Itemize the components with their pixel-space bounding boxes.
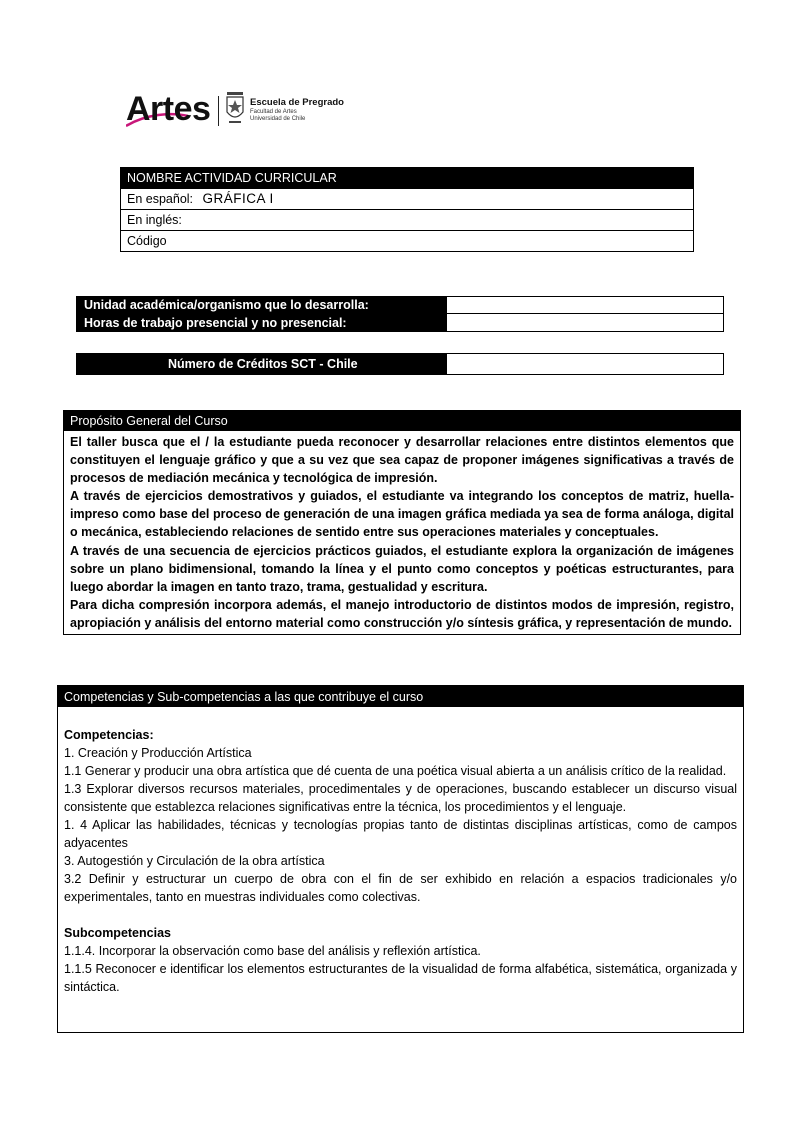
competency-item: 1. 4 Aplicar las habilidades, técnicas y tecnologías propias tanto de distintas disciplinas artísticas, como de campos adyacentes — [64, 818, 737, 850]
competencies-body — [58, 707, 743, 996]
course-purpose-section — [63, 410, 741, 635]
subcompetency-item: 1.1.4. Incorporar la observación como base del análisis y reflexión artística. — [64, 944, 481, 958]
competency-item: 3. Autogestión y Circulación de la obra artística — [64, 854, 325, 868]
logo-faculty-name: Facultad de Artes — [250, 108, 297, 115]
credits-value-cell — [447, 353, 724, 375]
logo-text — [250, 98, 344, 122]
purpose-paragraph: Para dicha compresión incorpora además, el manejo introductorio de distintos modos de impresión, registro, apropiación y análisis del entorno material como construcción y/o síntesis gráfica, y representación de mundo. — [70, 597, 734, 630]
activity-name-header: NOMBRE ACTIVIDAD CURRICULAR — [121, 168, 693, 188]
purpose-paragraph: A través de una secuencia de ejercicios prácticos guiados, el estudiante explora la organización de imágenes sobre un plano bidimensional, tomando la línea y el punto como conceptos y poéticas estructurantes, para luego abordar la imagen en tanto trazo, trama, gestualidad y escritura. — [70, 543, 734, 594]
activity-name-table — [120, 167, 694, 252]
english-name-label: En inglés: — [127, 213, 182, 227]
competency-item: 1.1 Generar y producir una obra artística que dé cuenta de una poética visual abierta a un análisis crítico de la realidad. — [64, 764, 727, 778]
logo-wordmark: Artes — [126, 90, 211, 128]
spanish-name-label: En español: — [127, 192, 194, 206]
hours-row — [76, 314, 724, 332]
unit-row — [76, 296, 724, 314]
purpose-paragraph: El taller busca que el / la estudiante pueda reconocer y desarrollar relaciones entre distintos elementos que constituyen el lenguaje gráfico y que a su vez que sea capaz de proponer imágenes significativas a través de procesos de mediación mecánica y tecnológica de impresión. — [70, 435, 734, 486]
faculty-logo — [126, 88, 386, 134]
unit-value-cell — [447, 296, 724, 314]
unit-label: Unidad académica/organismo que lo desarrolla: — [76, 296, 447, 314]
competency-item: 3.2 Definir y estructurar un cuerpo de obra con el fin de ser exhibido en relación a espacios tradicionales y/o experimentales, tanto en muestras individuales como colectivas. — [64, 872, 737, 904]
credits-label: Número de Créditos SCT - Chile — [76, 353, 447, 375]
competency-item: 1. Creación y Producción Artística — [64, 746, 252, 760]
subcompetency-item: 1.1.5 Reconocer e identificar los elementos estructurantes de la visualidad de forma alfabética, sistemática, organizada y sintáctica. — [64, 962, 737, 994]
university-crest-icon — [224, 90, 246, 128]
subcompetencies-title: Subcompetencias — [64, 926, 171, 940]
section-spacer — [64, 906, 737, 924]
unit-hours-table — [76, 296, 724, 332]
course-purpose-body — [64, 431, 740, 634]
competencies-header: Competencias y Sub-competencias a las que contribuye el curso — [58, 686, 743, 707]
course-purpose-header: Propósito General del Curso — [64, 411, 740, 431]
credits-row — [76, 353, 724, 375]
purpose-paragraph: A través de ejercicios demostrativos y guiados, el estudiante va integrando los conceptos de matriz, huella-impreso como base del proceso de generación de una imagen gráfica mediada ya sea de forma análoga, digital o mecánica, estableciendo relaciones de sentido entre sus operaciones materiales y conceptuales. — [70, 489, 734, 540]
competencies-section — [57, 685, 744, 1033]
english-name-row — [121, 209, 693, 230]
code-label: Código — [127, 234, 167, 248]
hours-value-cell — [447, 314, 724, 332]
code-row — [121, 230, 693, 251]
logo-divider — [218, 96, 219, 126]
logo-school-name: Escuela de Pregrado — [250, 97, 344, 108]
competencies-title: Competencias: — [64, 728, 154, 742]
hours-label: Horas de trabajo presencial y no presencial: — [76, 314, 447, 332]
logo-university-name: Universidad de Chile — [250, 115, 306, 122]
competency-item: 1.3 Explorar diversos recursos materiales, procedimentales y de operaciones, buscando establecer un discurso visual consistente que establezca relaciones significativas entre la técnica, los procedimientos y el lenguaje. — [64, 782, 737, 814]
spanish-name-value: GRÁFICA I — [202, 191, 274, 206]
spanish-name-row — [121, 188, 693, 209]
